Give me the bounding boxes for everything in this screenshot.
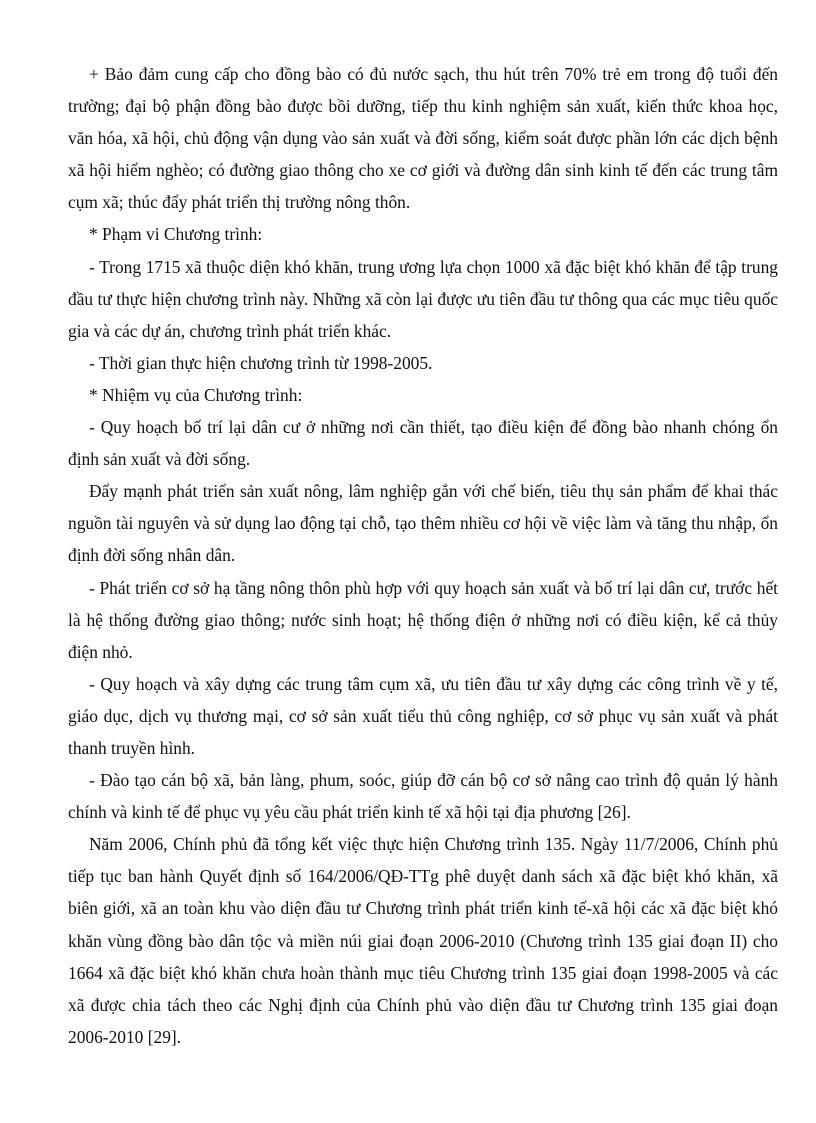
heading-program-scope: * Phạm vi Chương trình: [89, 224, 263, 245]
paragraph-task-training: - Đào tạo cán bộ xã, bản làng, phum, soóc, giúp đỡ cán bộ cơ sở nâng cao trình độ quản lý hành chính và kinh tế để phục vụ yêu cầu phát triển kinh tế xã hội tại địa phương [26]. [68, 770, 778, 823]
paragraph-scope-period: - Thời gian thực hiện chương trình từ 1998-2005. [89, 352, 433, 373]
document-page [68, 58, 778, 1053]
paragraph-scope-communes: - Trong 1715 xã thuộc diện khó khăn, trung ương lựa chọn 1000 xã đặc biệt khó khăn để tập trung đầu tư thực hiện chương trình này. Những xã còn lại được ưu tiên đầu tư thông qua các mục tiêu quốc gia và các dự án, chương trình phát triển khác. [68, 256, 778, 341]
paragraph-goals: + Bảo đảm cung cấp cho đồng bào có đủ nước sạch, thu hút trên 70% trẻ em trong độ tuổi đến trường; đại bộ phận đồng bào được bồi dưỡng, tiếp thu kinh nghiệm sản xuất, kiến thức khoa học, văn hóa, xã hội, chủ động vận dụng vào sản xuất và đời sống, kiểm soát được phần lớn các dịch bệnh xã hội hiểm nghèo; có đường giao thông cho xe cơ giới và đường dân sinh kinh tế đến các trung tâm cụm xã; thúc đẩy phát triển thị trường nông thôn. [68, 64, 778, 213]
paragraph-task-commune-centers: - Quy hoạch và xây dựng các trung tâm cụm xã, ưu tiên đầu tư xây dựng các công trình về y tế, giáo dục, dịch vụ thương mại, cơ sở sản xuất tiểu thủ công nghiệp, cơ sở phục vụ sản xuất và phát thanh truyền hình. [68, 673, 778, 758]
paragraph-task-infrastructure: - Phát triển cơ sở hạ tầng nông thôn phù hợp với quy hoạch sản xuất và bố trí lại dân cư, trước hết là hệ thống đường giao thông; nước sinh hoạt; hệ thống điện ở những nơi có điều kiện, kể cả thủy điện nhỏ. [68, 577, 778, 662]
paragraph-task-resettlement: - Quy hoạch bố trí lại dân cư ở những nơi cần thiết, tạo điều kiện để đồng bào nhanh chóng ổn định sản xuất và đời sống. [68, 417, 778, 470]
paragraph-task-production: Đẩy mạnh phát triển sản xuất nông, lâm nghiệp gắn với chế biến, tiêu thụ sản phẩm để khai thác nguồn tài nguyên và sử dụng lao động tại chỗ, tạo thêm nhiều cơ hội về việc làm và tăng thu nhập, ổn định đời sống nhân dân. [68, 481, 778, 566]
paragraph-program-2006: Năm 2006, Chính phủ đã tổng kết việc thực hiện Chương trình 135. Ngày 11/7/2006, Chính phủ tiếp tục ban hành Quyết định số 164/2006/QĐ-TTg phê duyệt danh sách xã đặc biệt khó khăn, xã biên giới, xã an toàn khu vào diện đầu tư Chương trình phát triển kinh tế-xã hội các xã đặc biệt khó khăn vùng đồng bào dân tộc và miền núi giai đoạn 2006-2010 (Chương trình 135 giai đoạn II) cho 1664 xã đặc biệt khó khăn chưa hoàn thành mục tiêu Chương trình 135 giai đoạn 1998-2005 và các xã được chia tách theo các Nghị định của Chính phủ vào diện đầu tư Chương trình 135 giai đoạn 2006-2010 [29]. [68, 834, 778, 1047]
heading-program-tasks: * Nhiệm vụ của Chương trình: [89, 384, 303, 405]
